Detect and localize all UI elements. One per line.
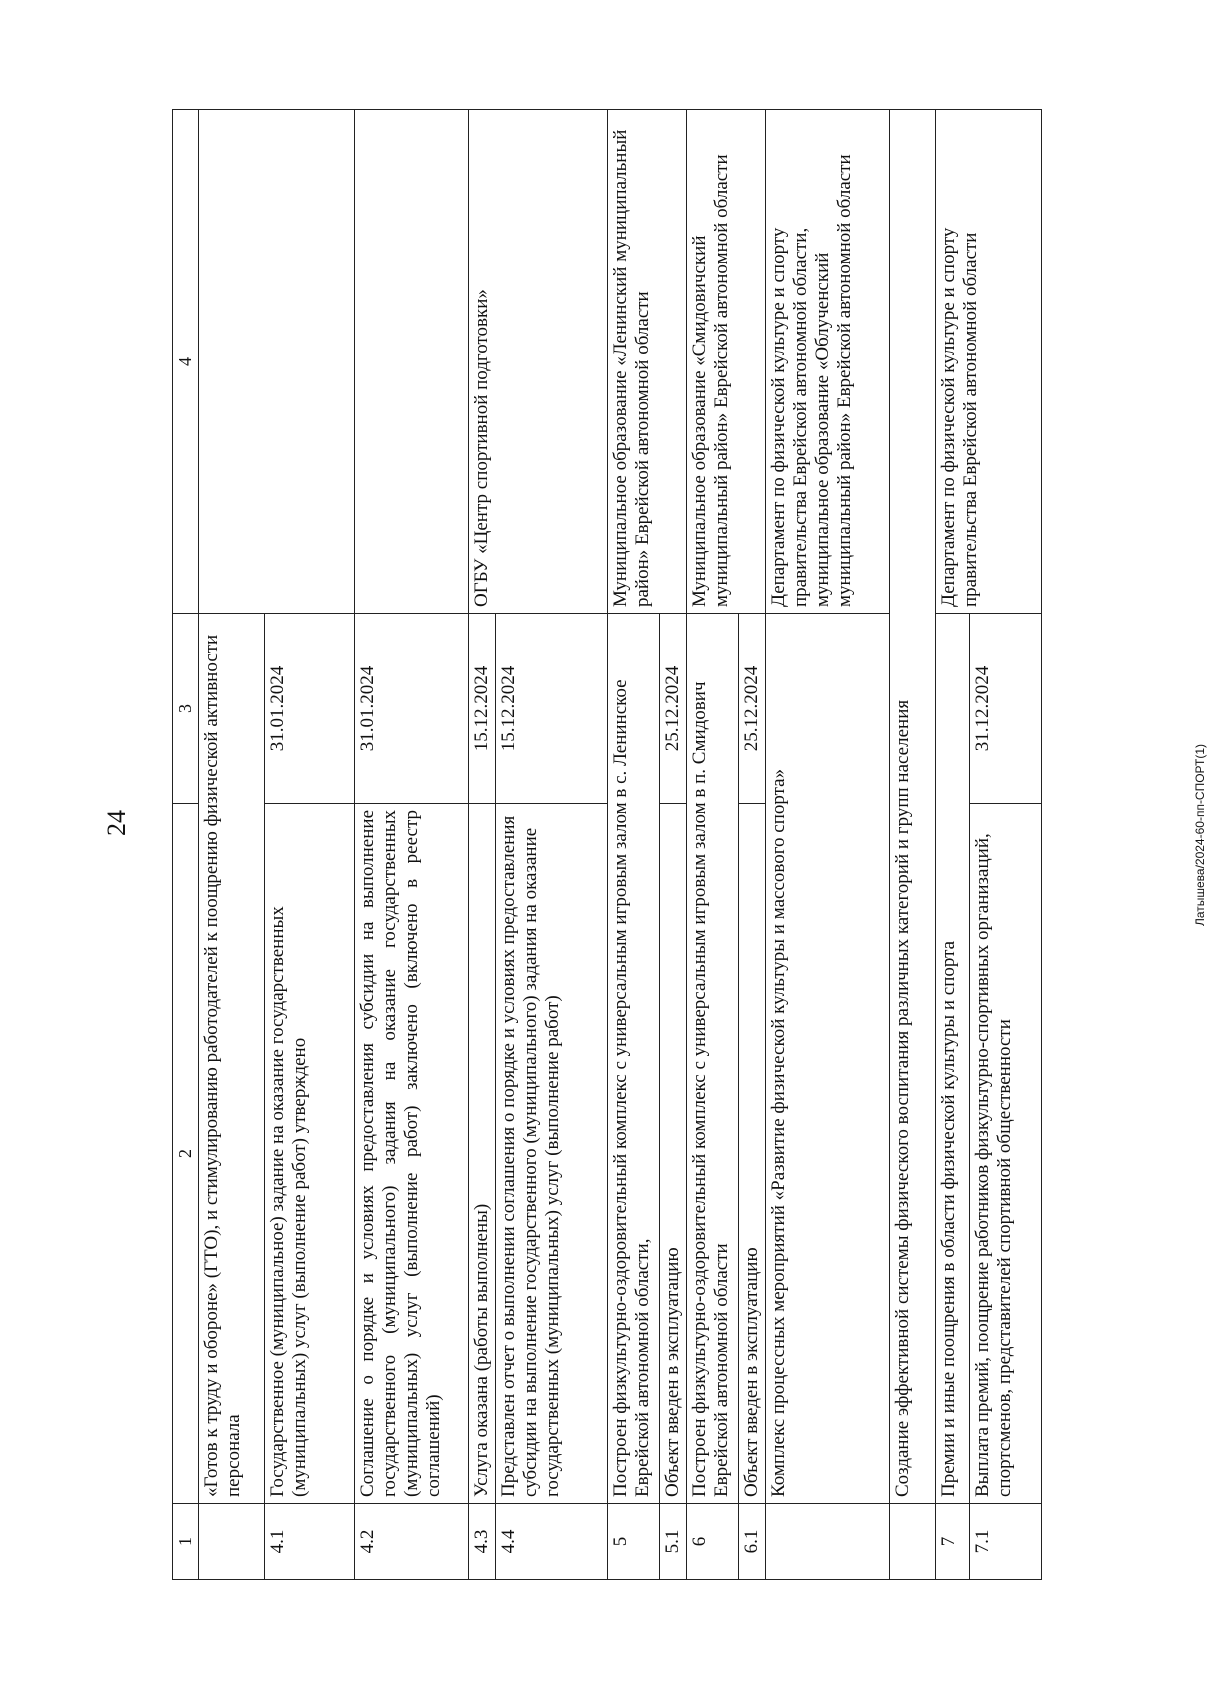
rotated-table-sheet (172, 110, 1015, 1580)
row-text: Премии и иные поощрения в области физической культуры и спорта (935, 614, 969, 1504)
table-row (935, 110, 969, 1580)
row-text: Представлен отчет о выполнении соглашения о порядке и условиях предоставления субсидии на выполнение государственного (муниципального) задания на оказание государственных (муниципальных) услуг (выполнение работ) (495, 804, 607, 1504)
document-code: Латышева/2024-60-пп-СПОРТ(1) (1193, 743, 1207, 927)
table-row (198, 110, 264, 1580)
row-text: Государственное (муниципальное) задание на оказание государственных (муниципальных) услуг (выполнение работ) утверждено (264, 804, 354, 1504)
row-number: 7.1 (969, 1504, 1041, 1580)
row-number (765, 1504, 889, 1580)
row-text: Объект введен в эксплуатацию (659, 804, 686, 1504)
row-date: 31.01.2024 (354, 614, 468, 804)
row-text: Построен физкультурно-оздоровительный комплекс с универсальным игровым залом в п. Смидович Еврейской автономной области (686, 614, 738, 1504)
row-responsible: ОГБУ «Центр спортивной подготовки» (468, 110, 607, 614)
row-responsible (198, 110, 354, 614)
row-date: 31.12.2024 (969, 614, 1041, 804)
plan-table (172, 109, 1042, 1580)
table-row (765, 110, 889, 1580)
row-number: 6.1 (738, 1504, 765, 1580)
table-row (354, 110, 468, 1580)
row-text: Комплекс процессных мероприятий «Развитие физической культуры и массового спорта» (765, 614, 889, 1504)
row-number: 4.3 (468, 1504, 495, 1580)
column-header-2: 2 (173, 804, 199, 1504)
row-text: Услуга оказана (работы выполнены) (468, 804, 495, 1504)
row-date: 31.01.2024 (264, 614, 354, 804)
row-responsible: Муниципальное образование «Смидовичский муниципальный район» Еврейской автономной области (686, 110, 765, 614)
row-number (889, 1504, 935, 1580)
row-text: Соглашение о порядке и условиях предоставления субсидии на выполнение государственного (муниципального) задания на оказание государственных (муниципальных) услуг (выполнение работ) заключено (включено в реестр соглашений) (354, 804, 468, 1504)
row-text: «Готов к труду и обороне» (ГТО), и стимулированию работодателей к поощрению физической активности персонала (198, 614, 264, 1504)
page-number: 24 (102, 810, 131, 836)
column-header-4: 4 (173, 110, 199, 614)
row-date: 25.12.2024 (738, 614, 765, 804)
row-number: 4.2 (354, 1504, 468, 1580)
row-date: 25.12.2024 (659, 614, 686, 804)
row-responsible: Муниципальное образование «Ленинский муниципальный район» Еврейской автономной области (607, 110, 686, 614)
column-header-1: 1 (173, 1504, 199, 1580)
row-text: Выплата премий, поощрение работников физкультурно-спортивных организаций, спортсменов, представителей спортивной общественности (969, 804, 1041, 1504)
column-header-3: 3 (173, 614, 199, 804)
table-row (686, 110, 738, 1580)
row-number: 6 (686, 1504, 738, 1580)
row-text: Объект введен в эксплуатацию (738, 804, 765, 1504)
row-number: 4.1 (264, 1504, 354, 1580)
table-row (468, 110, 495, 1580)
row-responsible: Департамент по физической культуре и спорту правительства Еврейской автономной области (935, 110, 1041, 614)
row-number: 7 (935, 1504, 969, 1580)
table-section-row (889, 110, 935, 1580)
row-responsible (354, 110, 468, 614)
row-number: 4.4 (495, 1504, 607, 1580)
row-text: Построен физкультурно-оздоровительный комплекс с универсальным игровым залом в с. Ленинское Еврейской автономной области, (607, 614, 659, 1504)
table-row (607, 110, 659, 1580)
row-number: 5.1 (659, 1504, 686, 1580)
row-date: 15.12.2024 (468, 614, 495, 804)
table-header-row (173, 110, 199, 1580)
section-title: Создание эффективной системы физического воспитания различных категорий и групп населения (889, 110, 935, 1504)
row-number: 5 (607, 1504, 659, 1580)
row-number (198, 1504, 264, 1580)
row-date: 15.12.2024 (495, 614, 607, 804)
row-responsible: Департамент по физической культуре и спорту правительства Еврейской автономной области, муниципальное образование «Облученский муниципальный район» Еврейской автономной области (765, 110, 889, 614)
